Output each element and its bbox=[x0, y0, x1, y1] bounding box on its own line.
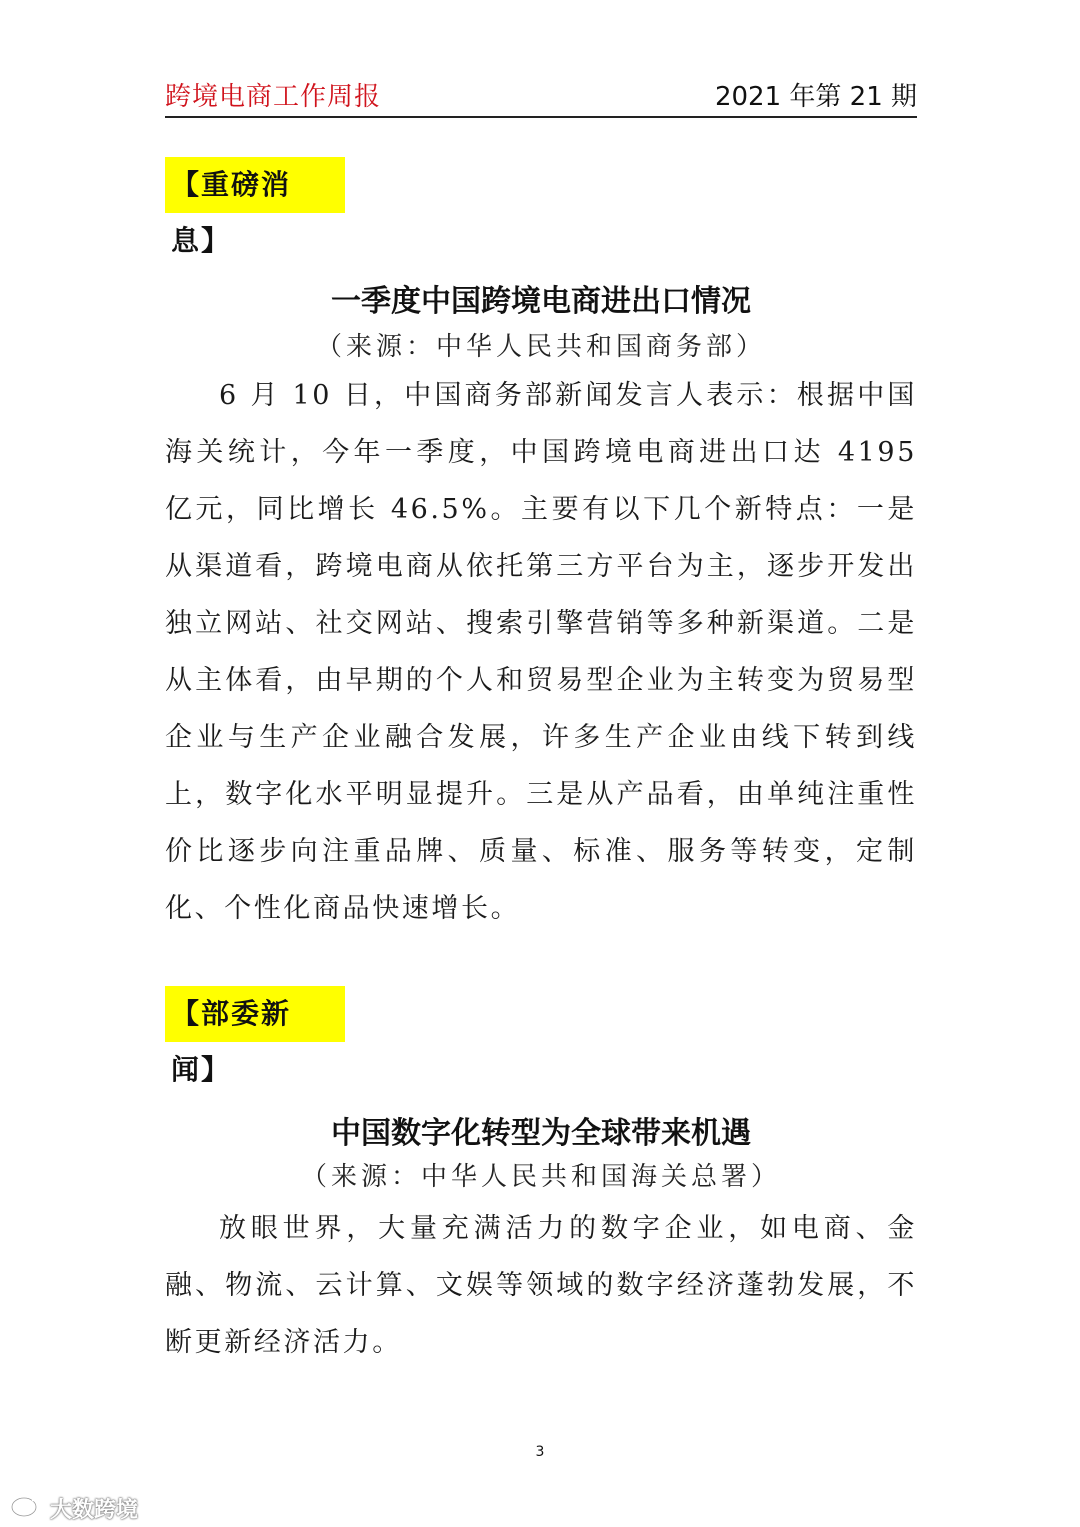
section-tag-headline-news: 【重磅消息】 bbox=[165, 157, 345, 213]
weibo-logo-icon bbox=[10, 1492, 50, 1524]
article-title: 一季度中国跨境电商进出口情况 bbox=[331, 284, 751, 319]
watermark bbox=[10, 1493, 138, 1523]
article-source: （来源：中华人民共和国商务部） bbox=[315, 332, 766, 362]
article-body: 6 月 10 日，中国商务部新闻发言人表示：根据中国海关统计，今年一季度，中国跨境电商进出口达 4195 亿元，同比增长 46.5%。主要有以下几个新特点：一是从渠道看，跨境电商从依托第三方平台为主，逐步开发出独立网站、社交网站、搜索引擎营销等多种新渠道。二是从主体看，由早期的个人和贸易型企业为主转变为贸易型企业与生产企业融合发展，许多生产企业由线下转到线上，数字化水平明显提升。三是从产品看，由单纯注重性价比逐步向注重品牌、质量、标准、服务等转变，定制化、个性化商品快速增长。 bbox=[165, 380, 917, 924]
page-number: 3 bbox=[535, 1444, 545, 1460]
section-tag-ministry-news: 【部委新闻】 bbox=[165, 986, 345, 1042]
page-header bbox=[165, 76, 917, 118]
publication-title: 跨境电商工作周报 bbox=[165, 82, 382, 112]
issue-number: 2021 年第 21 期 bbox=[714, 82, 917, 112]
article-body: 放眼世界，大量充满活力的数字企业，如电商、金融、物流、云计算、文娱等领域的数字经济蓬勃发展，不断更新经济活力。 bbox=[165, 1213, 917, 1358]
watermark-text: 大数跨境 bbox=[50, 1497, 139, 1523]
article-source: （来源：中华人民共和国海关总署） bbox=[300, 1162, 781, 1192]
article-title: 中国数字化转型为全球带来机遇 bbox=[331, 1116, 751, 1151]
